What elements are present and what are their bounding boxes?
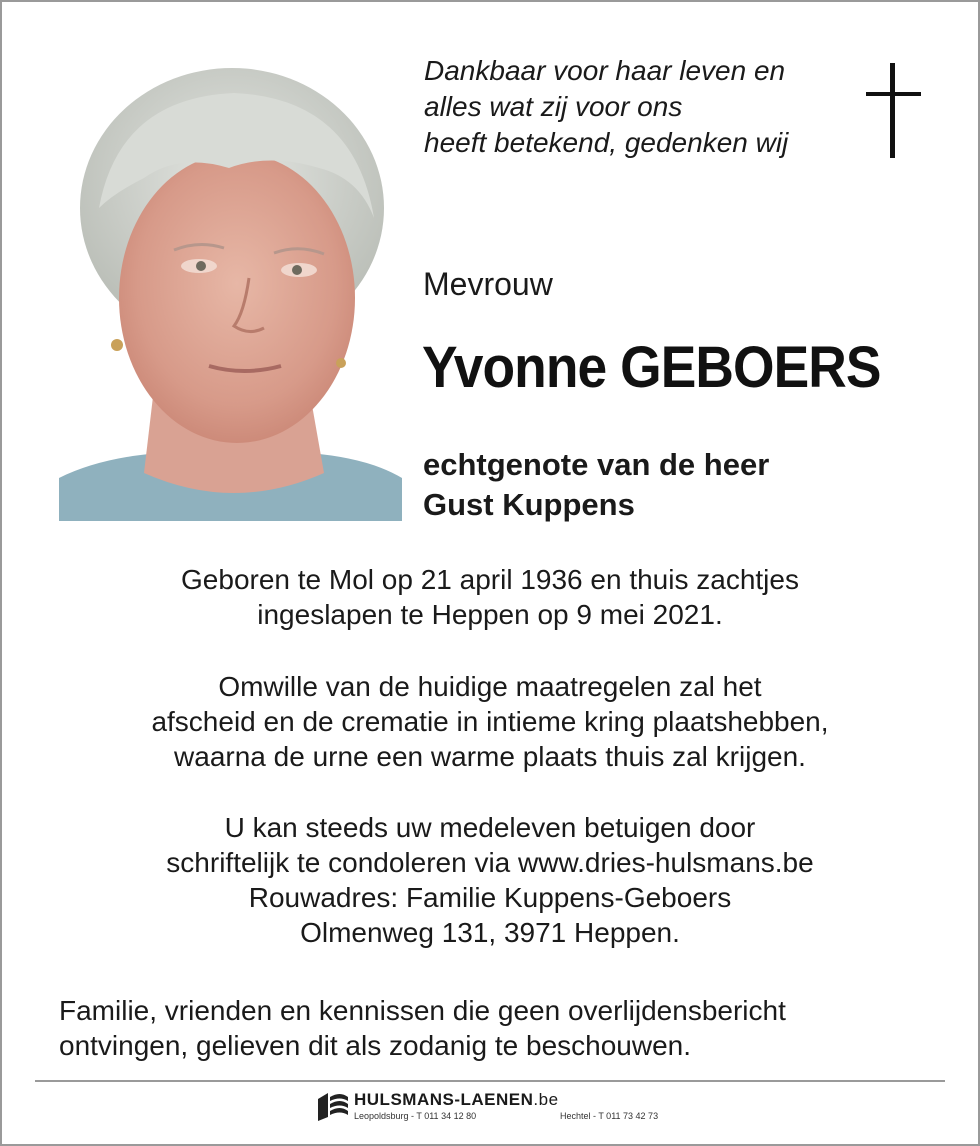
closing-paragraph <box>59 993 786 1063</box>
location-hechtel: Hechtel - T 011 73 42 73 <box>560 1111 659 1121</box>
paragraph-line: Rouwadres: Familie Kuppens-Geboers <box>248 882 732 913</box>
paragraph-line: ontvingen, gelieven dit als zodanig te beschouwen. <box>59 1030 691 1061</box>
brand-name: HULSMANS-LAENEN <box>354 1090 534 1109</box>
paragraph-line: Familie, vrienden en kennissen die geen overlijdensbericht <box>59 995 786 1026</box>
birth-death-paragraph <box>0 562 980 632</box>
deceased-name: Yvonne GEBOERS <box>422 335 881 400</box>
quote-line: heeft betekend, gedenken wij <box>424 127 789 158</box>
spouse-info <box>423 445 769 525</box>
location-leopoldsburg: Leopoldsburg - T 011 34 12 80 <box>354 1111 477 1121</box>
paragraph-line: Olmenweg 131, 3971 Heppen. <box>300 917 680 948</box>
funeral-home-logo-icon <box>316 1089 350 1123</box>
spouse-line: echtgenote van de heer <box>423 447 770 482</box>
paragraph-line: afscheid en de crematie in intieme kring plaatshebben, <box>151 706 829 737</box>
paragraph-line: schriftelijk te condoleren via www.dries-hulsmans.be <box>166 847 814 878</box>
quote-line: alles wat zij voor ons <box>424 91 683 122</box>
brand-tld: .be <box>533 1090 559 1109</box>
condolence-paragraph <box>0 810 980 950</box>
spouse-line: Gust Kuppens <box>423 487 635 522</box>
paragraph-line: Geboren te Mol op 21 april 1936 en thuis zachtjes <box>181 564 799 595</box>
footer-divider <box>35 1080 945 1082</box>
cross-icon <box>866 63 922 159</box>
paragraph-line: Omwille van de huidige maatregelen zal het <box>218 671 762 702</box>
funeral-home-footer <box>316 1089 676 1129</box>
quote-line: Dankbaar voor haar leven en <box>424 55 786 86</box>
funeral-home-name <box>354 1090 559 1110</box>
salutation: Mevrouw <box>423 266 553 302</box>
portrait-photo <box>59 58 402 521</box>
paragraph-line: waarna de urne een warme plaats thuis zal krijgen. <box>174 741 806 772</box>
ceremony-paragraph <box>0 669 980 774</box>
paragraph-line: U kan steeds uw medeleven betuigen door <box>224 812 756 843</box>
memorial-quote <box>424 53 864 161</box>
paragraph-line: ingeslapen te Heppen op 9 mei 2021. <box>257 599 723 630</box>
